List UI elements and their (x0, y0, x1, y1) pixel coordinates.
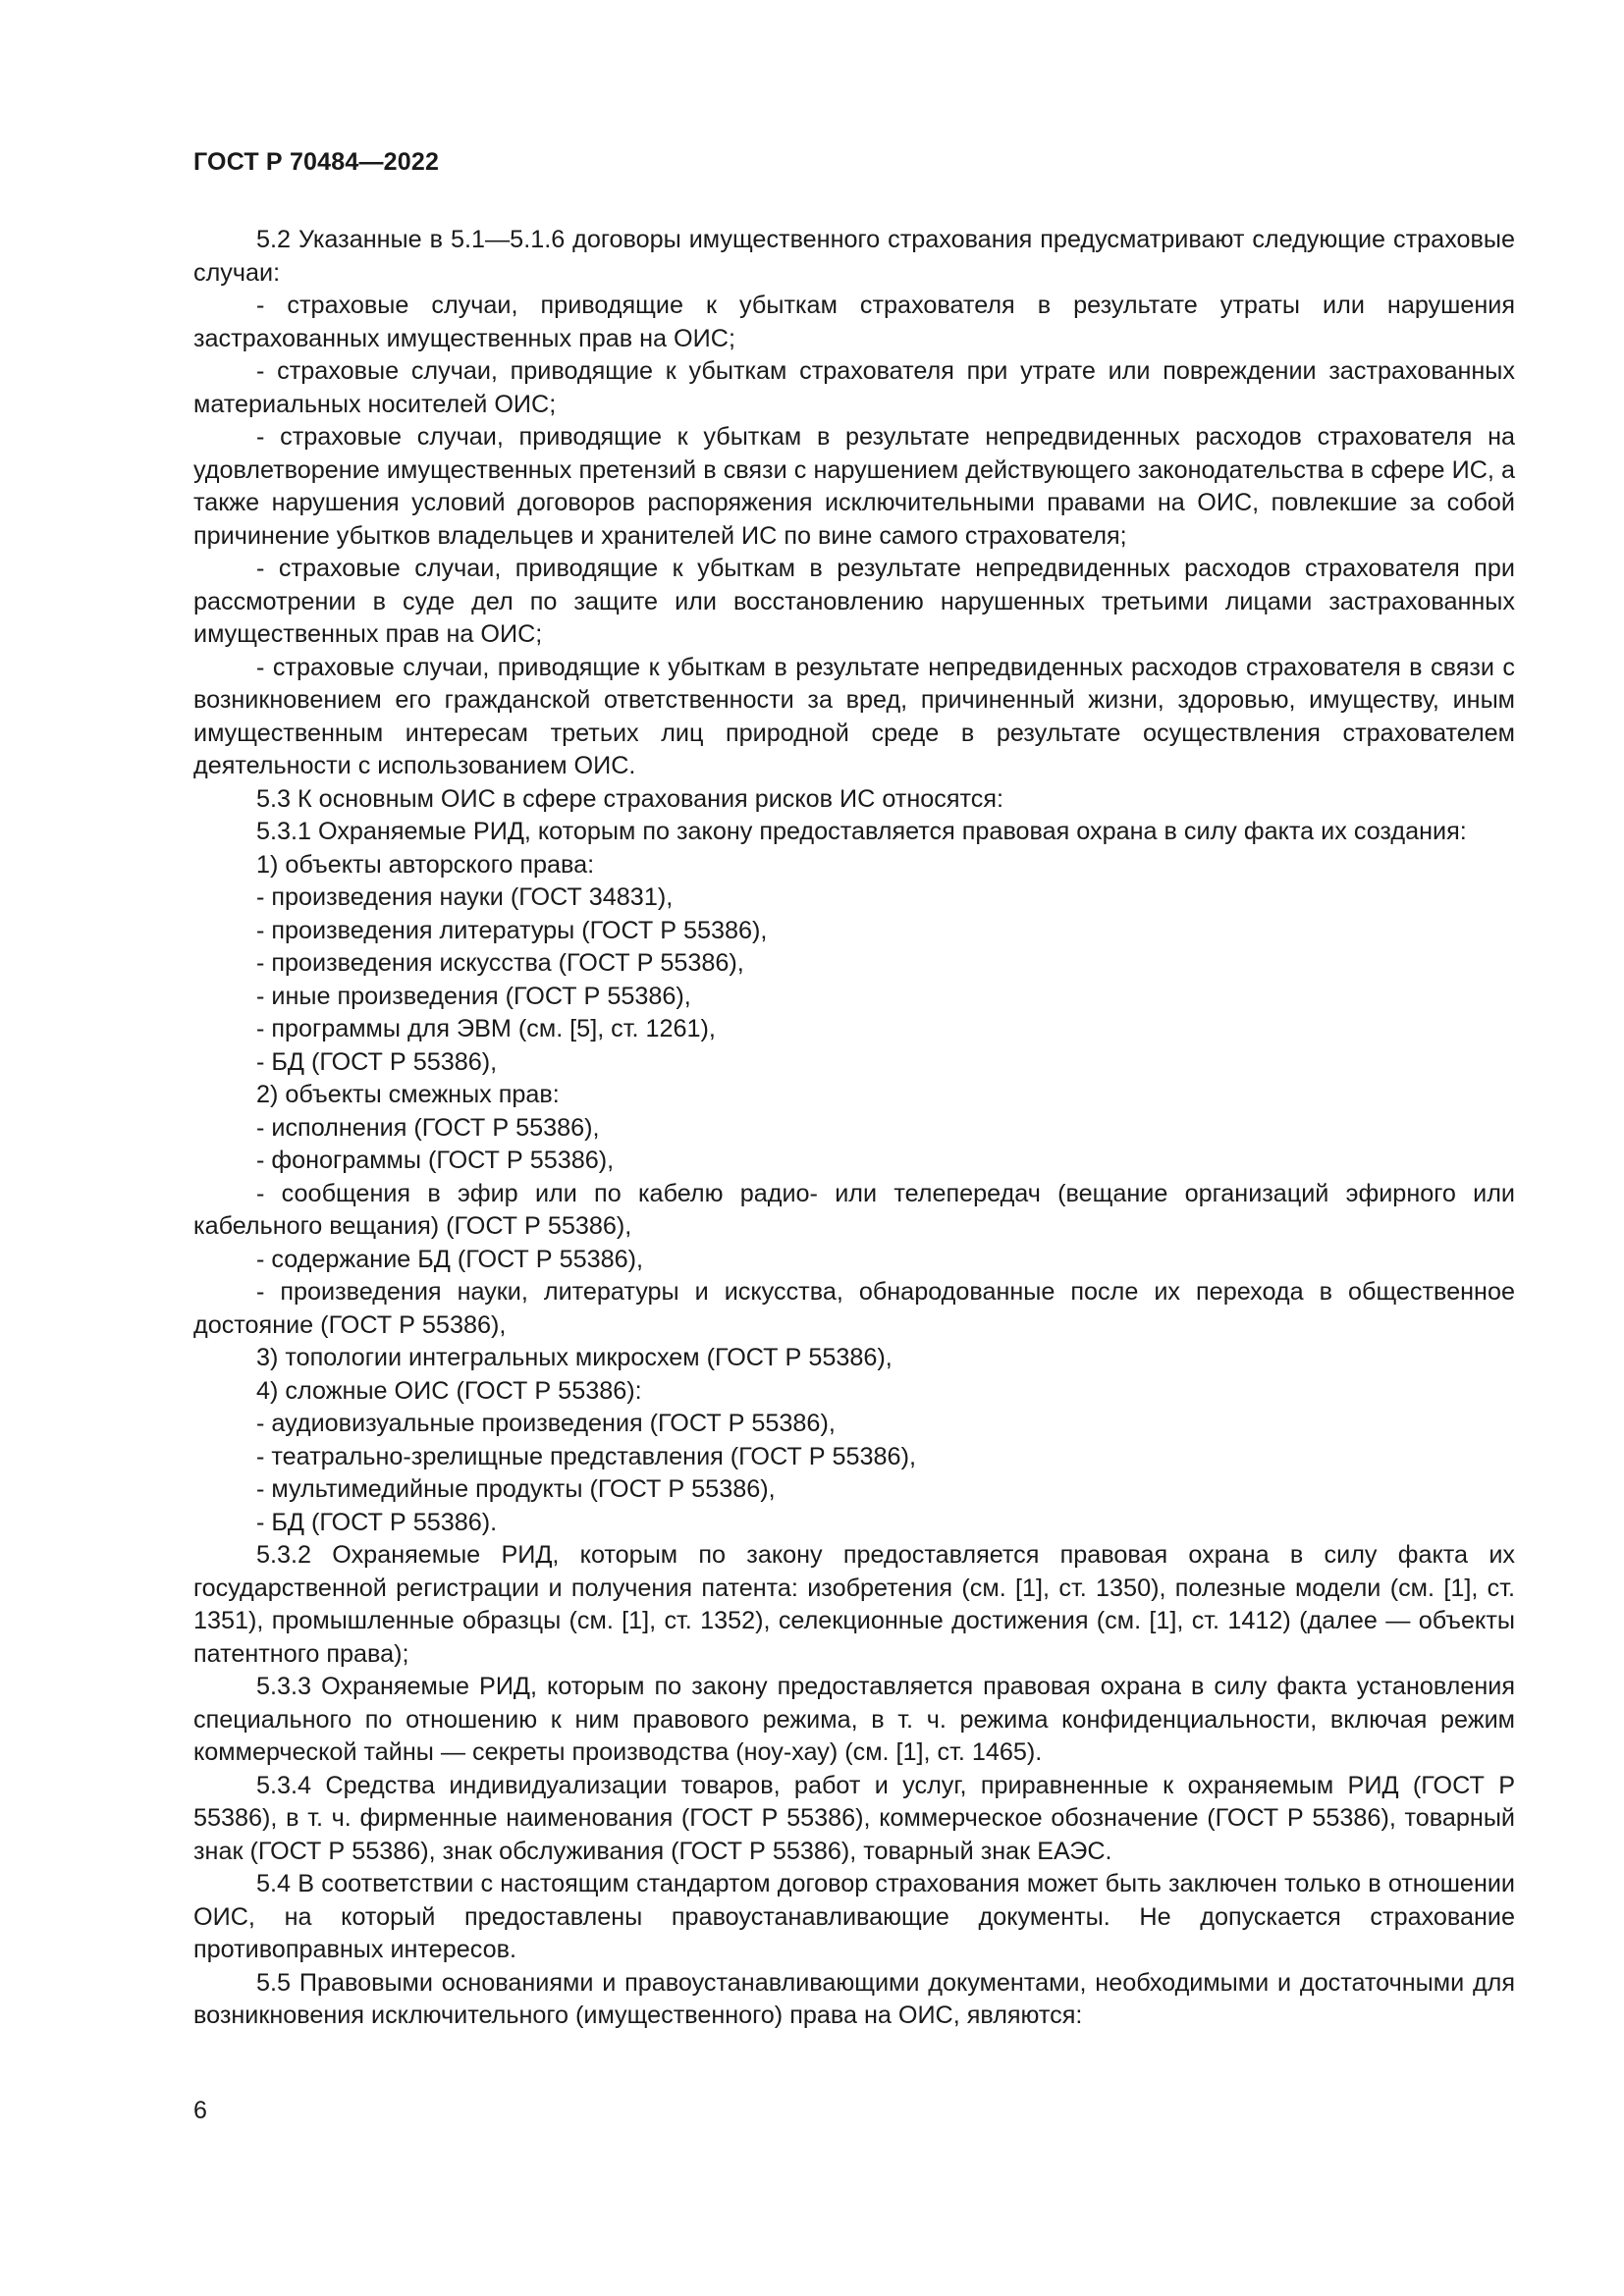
document-body (193, 224, 1515, 2033)
list-item: - мультимедийные продукты (ГОСТ Р 55386), (256, 1475, 776, 1503)
list-item: - сообщения в эфир или по кабелю радио- или телепередач (вещание организаций эфирного или кабельного вещания) (ГОСТ Р 55386), (193, 1179, 1515, 1240)
list-item: - иные произведения (ГОСТ Р 55386), (256, 982, 691, 1010)
list-item: - фонограммы (ГОСТ Р 55386), (256, 1147, 615, 1174)
page-number: 6 (193, 2097, 207, 2124)
list-item: 2) объекты смежных прав: (256, 1081, 560, 1108)
paragraph: 5.3.3 Охраняемые РИД, которым по закону предоставляется правовая охрана в силу факта установления специального по отношению к ним правового режима, в т. ч. режима конфиденциальности, включая режим коммерческой тайны — секреты производства (ноу-хау) (см. [1], ст. 1465). (193, 1673, 1515, 1766)
list-item: - театрально-зрелищные представления (ГОСТ Р 55386), (256, 1442, 916, 1470)
list-item: 4) сложные ОИС (ГОСТ Р 55386): (256, 1376, 642, 1405)
paragraph: 5.2 Указанные в 5.1—5.1.6 договоры имущественного страхования предусматривают следующие страховые случаи: (193, 226, 1515, 287)
document-code-header: ГОСТ Р 70484—2022 (193, 148, 440, 176)
list-item: - аудиовизуальные произведения (ГОСТ Р 55386), (256, 1410, 836, 1437)
paragraph: 5.4 В соответствии с настоящим стандартом договор страхования может быть заключен только в отношении ОИС, на который предоставлены правоустанавливающие документы. Не допускается страхование противоправных интересов. (193, 1870, 1515, 1963)
list-item: - страховые случаи, приводящие к убыткам в результате непредвиденных расходов страхователя на удовлетворение имущественных претензий в связи с нарушением действующего законодательства в сфере ИС, а также нарушения условий договоров распоряжения исключительными правами на ОИС, повлекшие за собой причинение убытков владельцев и хранителей ИС по вине самого страхователя; (193, 423, 1515, 550)
list-item: - содержание БД (ГОСТ Р 55386), (256, 1245, 644, 1273)
list-item: - БД (ГОСТ Р 55386). (256, 1508, 498, 1536)
paragraph: 5.5 Правовыми основаниями и правоустанавливающими документами, необходимыми и достаточными для возникновения исключительного (имущественного) права на ОИС, являются: (193, 1968, 1515, 2029)
paragraph: 5.3.4 Средства индивидуализации товаров, работ и услуг, приравненные к охраняемым РИД (ГОСТ Р 55386), в т. ч. фирменные наименования (ГОСТ Р 55386), коммерческое обозначение (ГОСТ Р 55386), товарный знак (ГОСТ Р 55386), знак обслуживания (ГОСТ Р 55386), товарный знак ЕАЭС. (193, 1771, 1515, 1865)
list-item: - страховые случаи, приводящие к убыткам в результате непредвиденных расходов страхователя в связи с возникновением его гражданской ответственности за вред, причиненный жизни, здоровью, имуществу, иным имущественным интересам третьих лиц природной среде в результате осуществления страхователем деятельности с использованием ОИС. (193, 653, 1515, 779)
paragraph: 5.3.2 Охраняемые РИД, которым по закону предоставляется правовая охрана в силу факта их государственной регистрации и получения патента: изобретения (см. [1], ст. 1350), полезные модели (см. [1], ст. 1351), промышленные образцы (см. [1], ст. 1352), селекционные достижения (см. [1], ст. 1412) (далее — объекты патентного права); (193, 1541, 1515, 1668)
list-item: 1) объекты авторского права: (256, 850, 595, 879)
paragraph: 5.3 К основным ОИС в сфере страхования рисков ИС относятся: (256, 784, 1003, 813)
list-item: - произведения науки, литературы и искусства, обнародованные после их перехода в общественное достояние (ГОСТ Р 55386), (193, 1278, 1515, 1339)
list-item: - произведения искусства (ГОСТ Р 55386), (256, 949, 744, 977)
list-item: - страховые случаи, приводящие к убыткам страхователя при утрате или повреждении застрахованных материальных носителей ОИС; (193, 357, 1515, 418)
list-item: - страховые случаи, приводящие к убыткам в результате непредвиденных расходов страхователя при рассмотрении в суде дел по защите или восстановлению нарушенных третьими лицами застрахованных имущественных прав на ОИС; (193, 555, 1515, 648)
list-item: - программы для ЭВМ (см. [5], ст. 1261), (256, 1015, 716, 1042)
list-item: - исполнения (ГОСТ Р 55386), (256, 1113, 600, 1142)
list-item: - страховые случаи, приводящие к убыткам страхователя в результате утраты или нарушения застрахованных имущественных прав на ОИС; (193, 292, 1515, 352)
paragraph: 5.3.1 Охраняемые РИД, которым по закону предоставляется правовая охрана в силу факта их создания: (256, 818, 1467, 845)
list-item: 3) топологии интегральных микросхем (ГОСТ Р 55386), (256, 1344, 893, 1371)
list-item: - произведения науки (ГОСТ 34831), (256, 883, 674, 911)
list-item: - БД (ГОСТ Р 55386), (256, 1047, 498, 1076)
list-item: - произведения литературы (ГОСТ Р 55386), (256, 916, 768, 944)
